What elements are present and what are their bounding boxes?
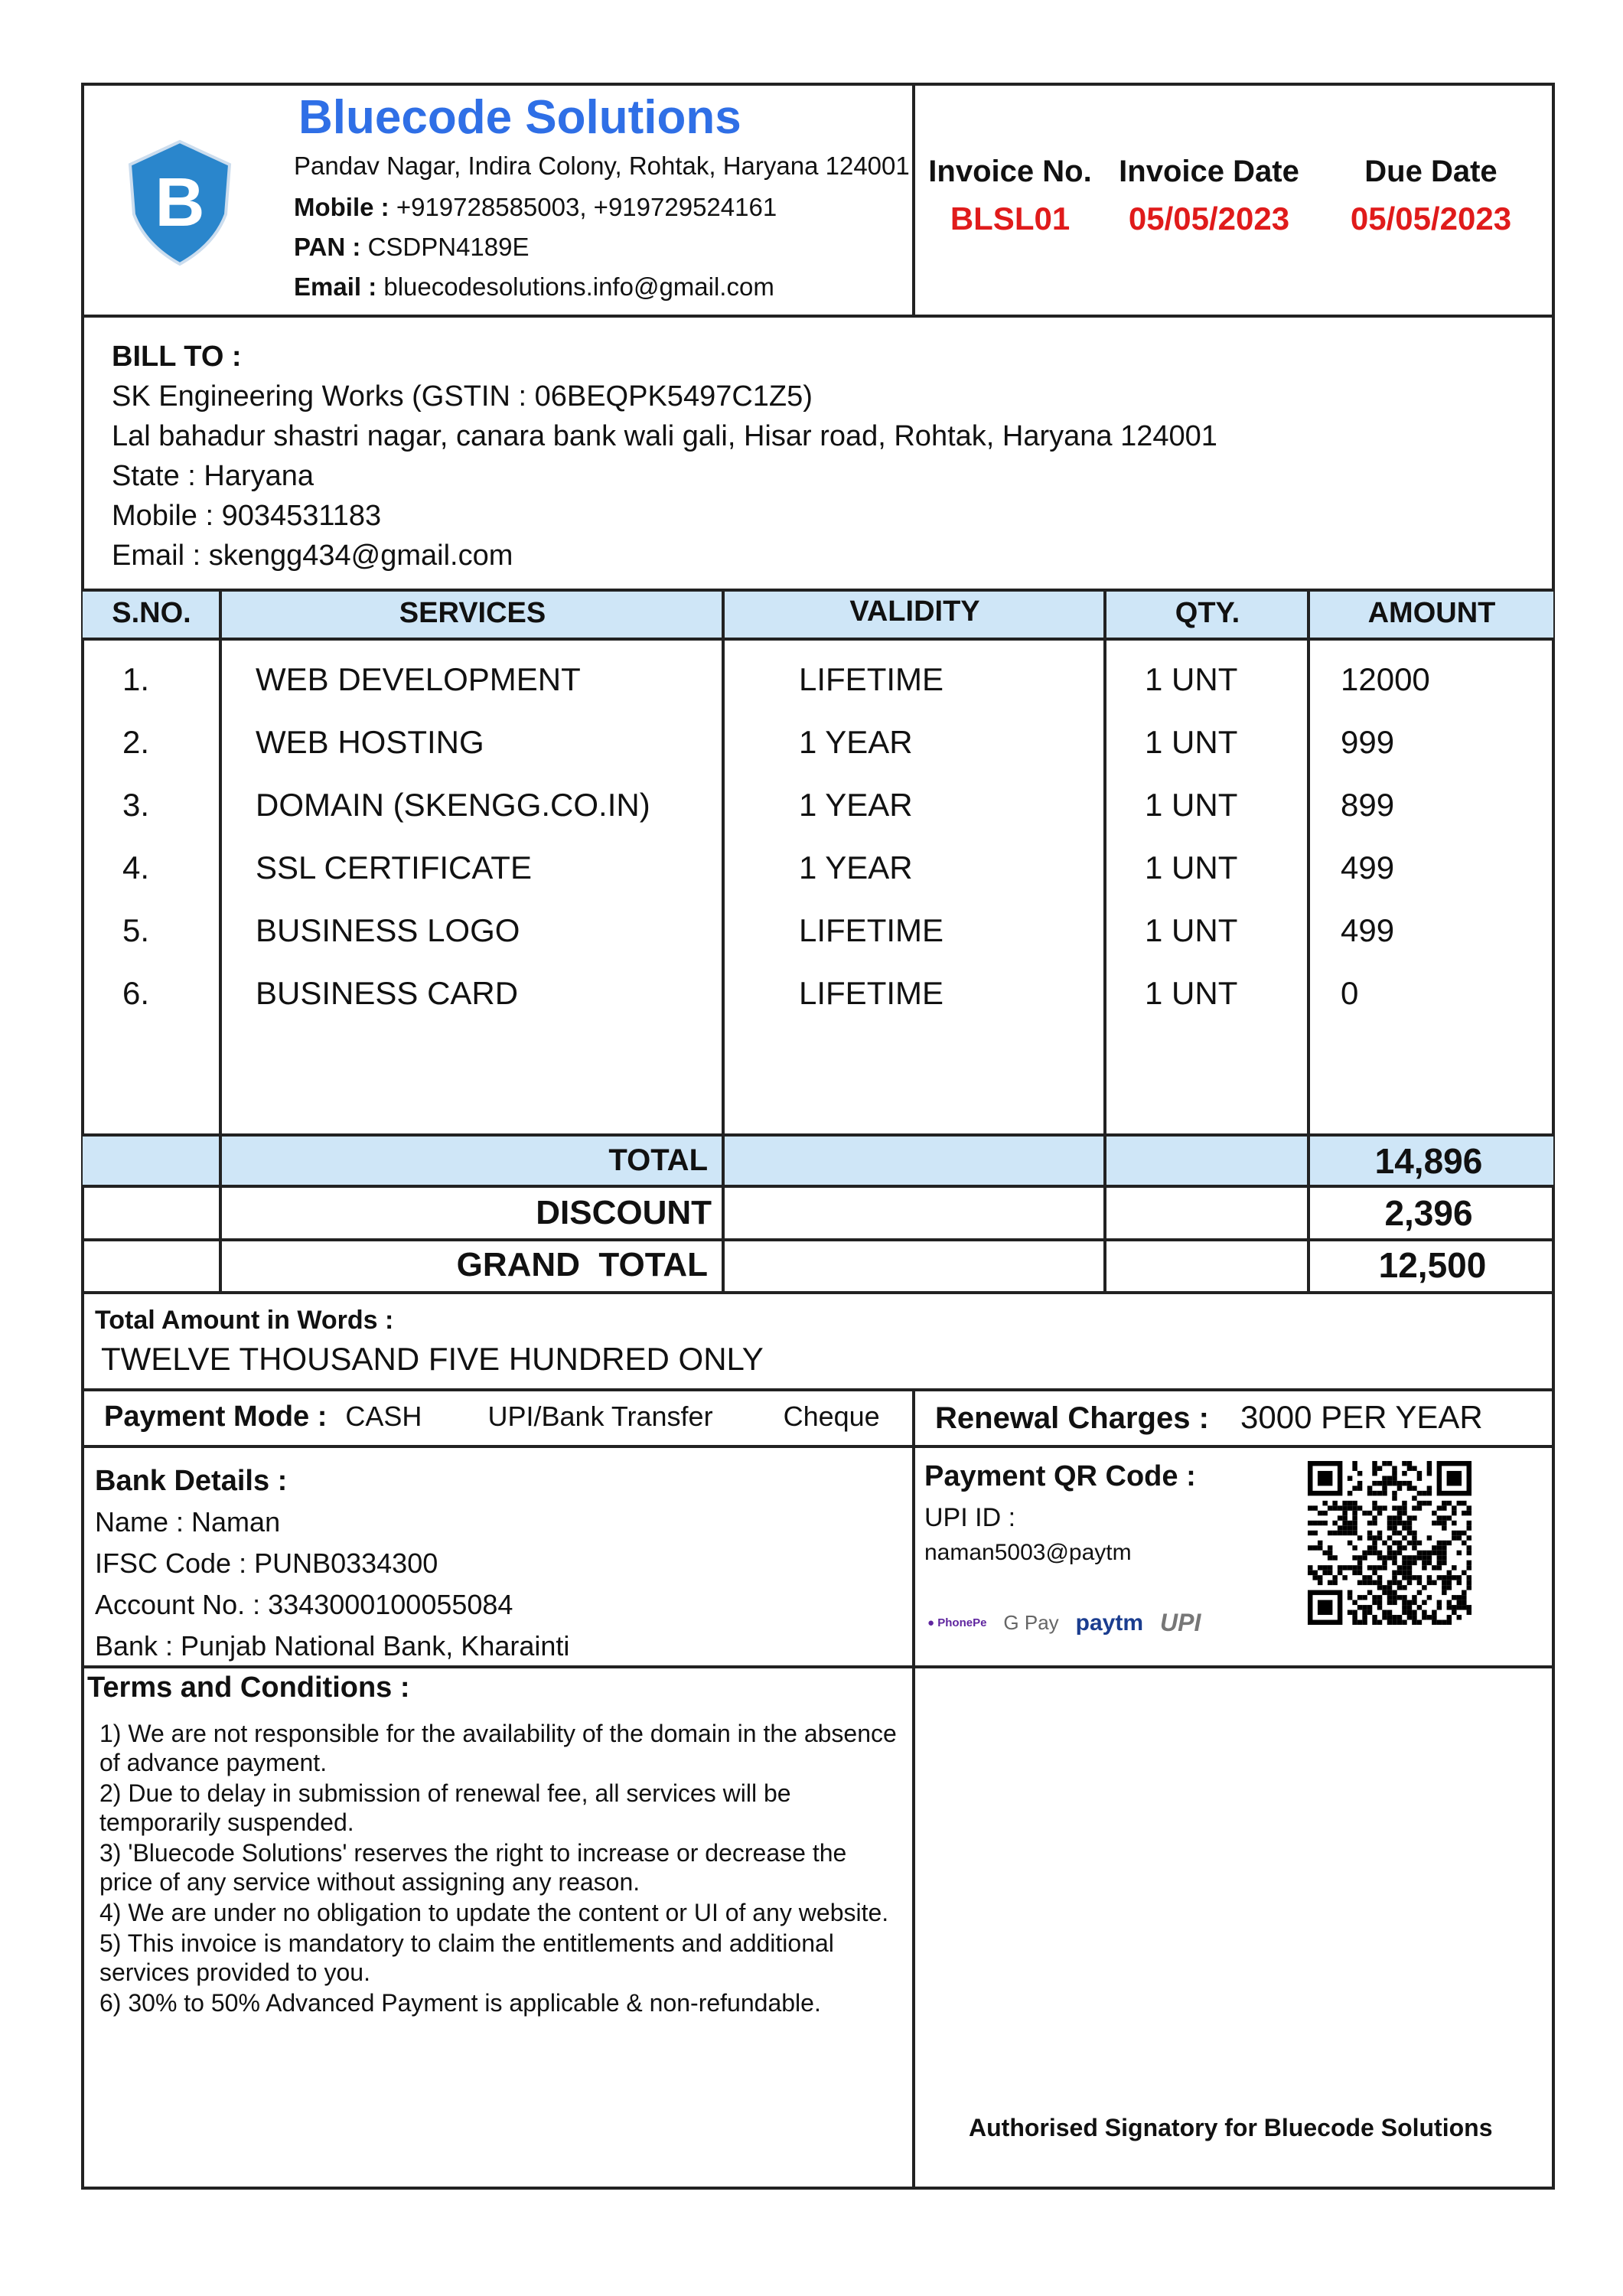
company-pan [294,233,530,262]
cell-validity: 1 YEAR [799,787,913,823]
client-name: SK Engineering Works (GSTIN : 06BEQPK5497C1Z5) [112,380,813,413]
cell-qty: 1 UNT [1145,787,1238,823]
cell-sno: 4. [122,850,150,885]
due-date: 05/05/2023 [1350,201,1512,236]
total-label: TOTAL [608,1143,708,1177]
gpay-logo-icon: G Pay [1003,1611,1059,1634]
bank-ifsc: IFSC Code : PUNB0334300 [95,1548,438,1579]
cell-service: WEB DEVELOPMENT [256,661,581,697]
cell-validity: LIFETIME [799,661,944,697]
term-item: 5) This invoice is mandatory to claim the entitlements and additional services provided to you. [99,1929,834,1986]
divider [81,638,1555,641]
client-email: Email : skengg434@gmail.com [112,540,513,572]
cell-service: WEB HOSTING [256,724,484,760]
label: Email : [294,272,377,301]
col-header-services: SERVICES [399,597,546,629]
invoice-no: BLSL01 [950,201,1071,236]
svg-text:B: B [155,165,205,241]
divider [912,83,915,316]
col-header-validity: VALIDITY [849,595,980,628]
bill-to [112,337,1217,576]
cell-sno: 5. [122,912,150,948]
paytm-logo-icon: paytm [1075,1609,1144,1636]
cell-validity: 1 YEAR [799,724,913,760]
total-value: 14,896 [1374,1141,1483,1181]
cell-amount: 499 [1341,912,1395,948]
client-state: State : Haryana [112,460,314,492]
payment-mode-cash[interactable]: CASH [345,1401,422,1432]
upi-logo-icon: UPI [1160,1609,1201,1636]
payment-mode-label: Payment Mode : [104,1401,328,1433]
cell-validity: LIFETIME [799,912,944,948]
company-mobile [294,193,777,222]
bank-details [95,1460,569,1667]
cell-amount: 0 [1341,975,1359,1011]
discount-value: 2,396 [1384,1193,1473,1233]
value: bluecodesolutions.info@gmail.com [383,272,774,301]
shield-logo-icon [122,138,237,268]
bank-name: Bank : Punjab National Bank, Kharainti [95,1630,570,1662]
term-item: 6) 30% to 50% Advanced Payment is applicable & non-refundable. [99,1989,821,2017]
cell-service: DOMAIN (SKENGG.CO.IN) [256,787,650,823]
client-address: Lal bahadur shastri nagar, canara bank wali gali, Hisar road, Rohtak, Haryana 124001 [112,420,1217,452]
due-date-label: Due Date [1364,155,1498,188]
cell-qty: 1 UNT [1145,850,1238,885]
value: CSDPN4189E [367,233,530,261]
col-header-qty: QTY. [1175,597,1240,629]
cell-sno: 1. [122,661,150,697]
payment-mode [104,1401,880,1433]
phonepe-logo-icon: ● PhonePe [927,1616,987,1629]
invoice-date: 05/05/2023 [1128,201,1290,236]
bill-to-label: BILL TO : [112,341,242,373]
phonepe-label: PhonePe [937,1616,987,1629]
cell-sno: 6. [122,975,150,1011]
payment-mode-upi[interactable]: UPI/Bank Transfer [487,1401,713,1432]
words-label: Total Amount in Words : [95,1306,394,1335]
terms-label: Terms and Conditions : [87,1671,410,1704]
company-address: Pandav Nagar, Indira Colony, Rohtak, Haryana 124001 [294,152,910,180]
cell-validity: 1 YEAR [799,850,913,885]
cell-validity: LIFETIME [799,975,944,1011]
cell-qty: 1 UNT [1145,912,1238,948]
grand-total-value: 12,500 [1378,1245,1487,1285]
col-header-sno: S.NO. [112,597,191,629]
cell-qty: 1 UNT [1145,724,1238,760]
cell-service: SSL CERTIFICATE [256,850,532,885]
payment-app-logos [927,1609,1201,1637]
discount-label: DISCOUNT [536,1194,712,1231]
bank-account-name: Name : Naman [95,1506,281,1538]
renewal-label: Renewal Charges : [935,1401,1209,1435]
words-value: TWELVE THOUSAND FIVE HUNDRED ONLY [101,1341,764,1377]
cell-sno: 3. [122,787,150,823]
bank-account-no: Account No. : 3343000100055084 [95,1589,513,1620]
cell-amount: 899 [1341,787,1395,823]
invoice-date-label: Invoice Date [1119,155,1299,188]
divider [81,589,1555,592]
cell-amount: 999 [1341,724,1395,760]
company-email [294,272,774,302]
payment-mode-cheque[interactable]: Cheque [783,1401,880,1432]
cell-service: BUSINESS LOGO [256,912,520,948]
cell-qty: 1 UNT [1145,975,1238,1011]
term-item: 2) Due to delay in submission of renewal fee, all services will be temporarily suspended. [99,1779,791,1836]
label: PAN : [294,233,361,261]
upi-id: naman5003@paytm [924,1540,1132,1565]
cell-sno: 2. [122,724,150,760]
label: Mobile : [294,193,389,221]
renewal-charges [935,1399,1483,1436]
bank-label: Bank Details : [95,1465,288,1497]
client-mobile: Mobile : 9034531183 [112,500,382,532]
authorised-signatory: Authorised Signatory for Bluecode Solutions [969,2114,1493,2141]
invoice-no-label: Invoice No. [928,155,1092,188]
company-name: Bluecode Solutions [298,91,741,144]
divider [81,315,1555,318]
cell-qty: 1 UNT [1145,661,1238,697]
term-item: 4) We are under no obligation to update the content or UI of any website. [99,1899,889,1926]
col-header-amount: AMOUNT [1367,597,1496,629]
upi-label: UPI ID : [924,1503,1016,1532]
cell-amount: 499 [1341,850,1395,885]
renewal-value: 3000 PER YEAR [1240,1399,1483,1435]
qr-label: Payment QR Code : [924,1460,1196,1492]
value: +919728585003, +919729524161 [396,193,777,221]
term-item: 3) 'Bluecode Solutions' reserves the right to increase or decrease the price of any service without assigning any reason. [99,1839,847,1896]
term-item: 1) We are not responsible for the availability of the domain in the absence of advance payment. [99,1720,897,1776]
cell-service: BUSINESS CARD [256,975,519,1011]
cell-amount: 12000 [1341,661,1430,697]
qr-code-icon [1298,1460,1481,1626]
grand-total-label: GRAND TOTAL [456,1246,708,1283]
terms-list [99,1719,899,2019]
